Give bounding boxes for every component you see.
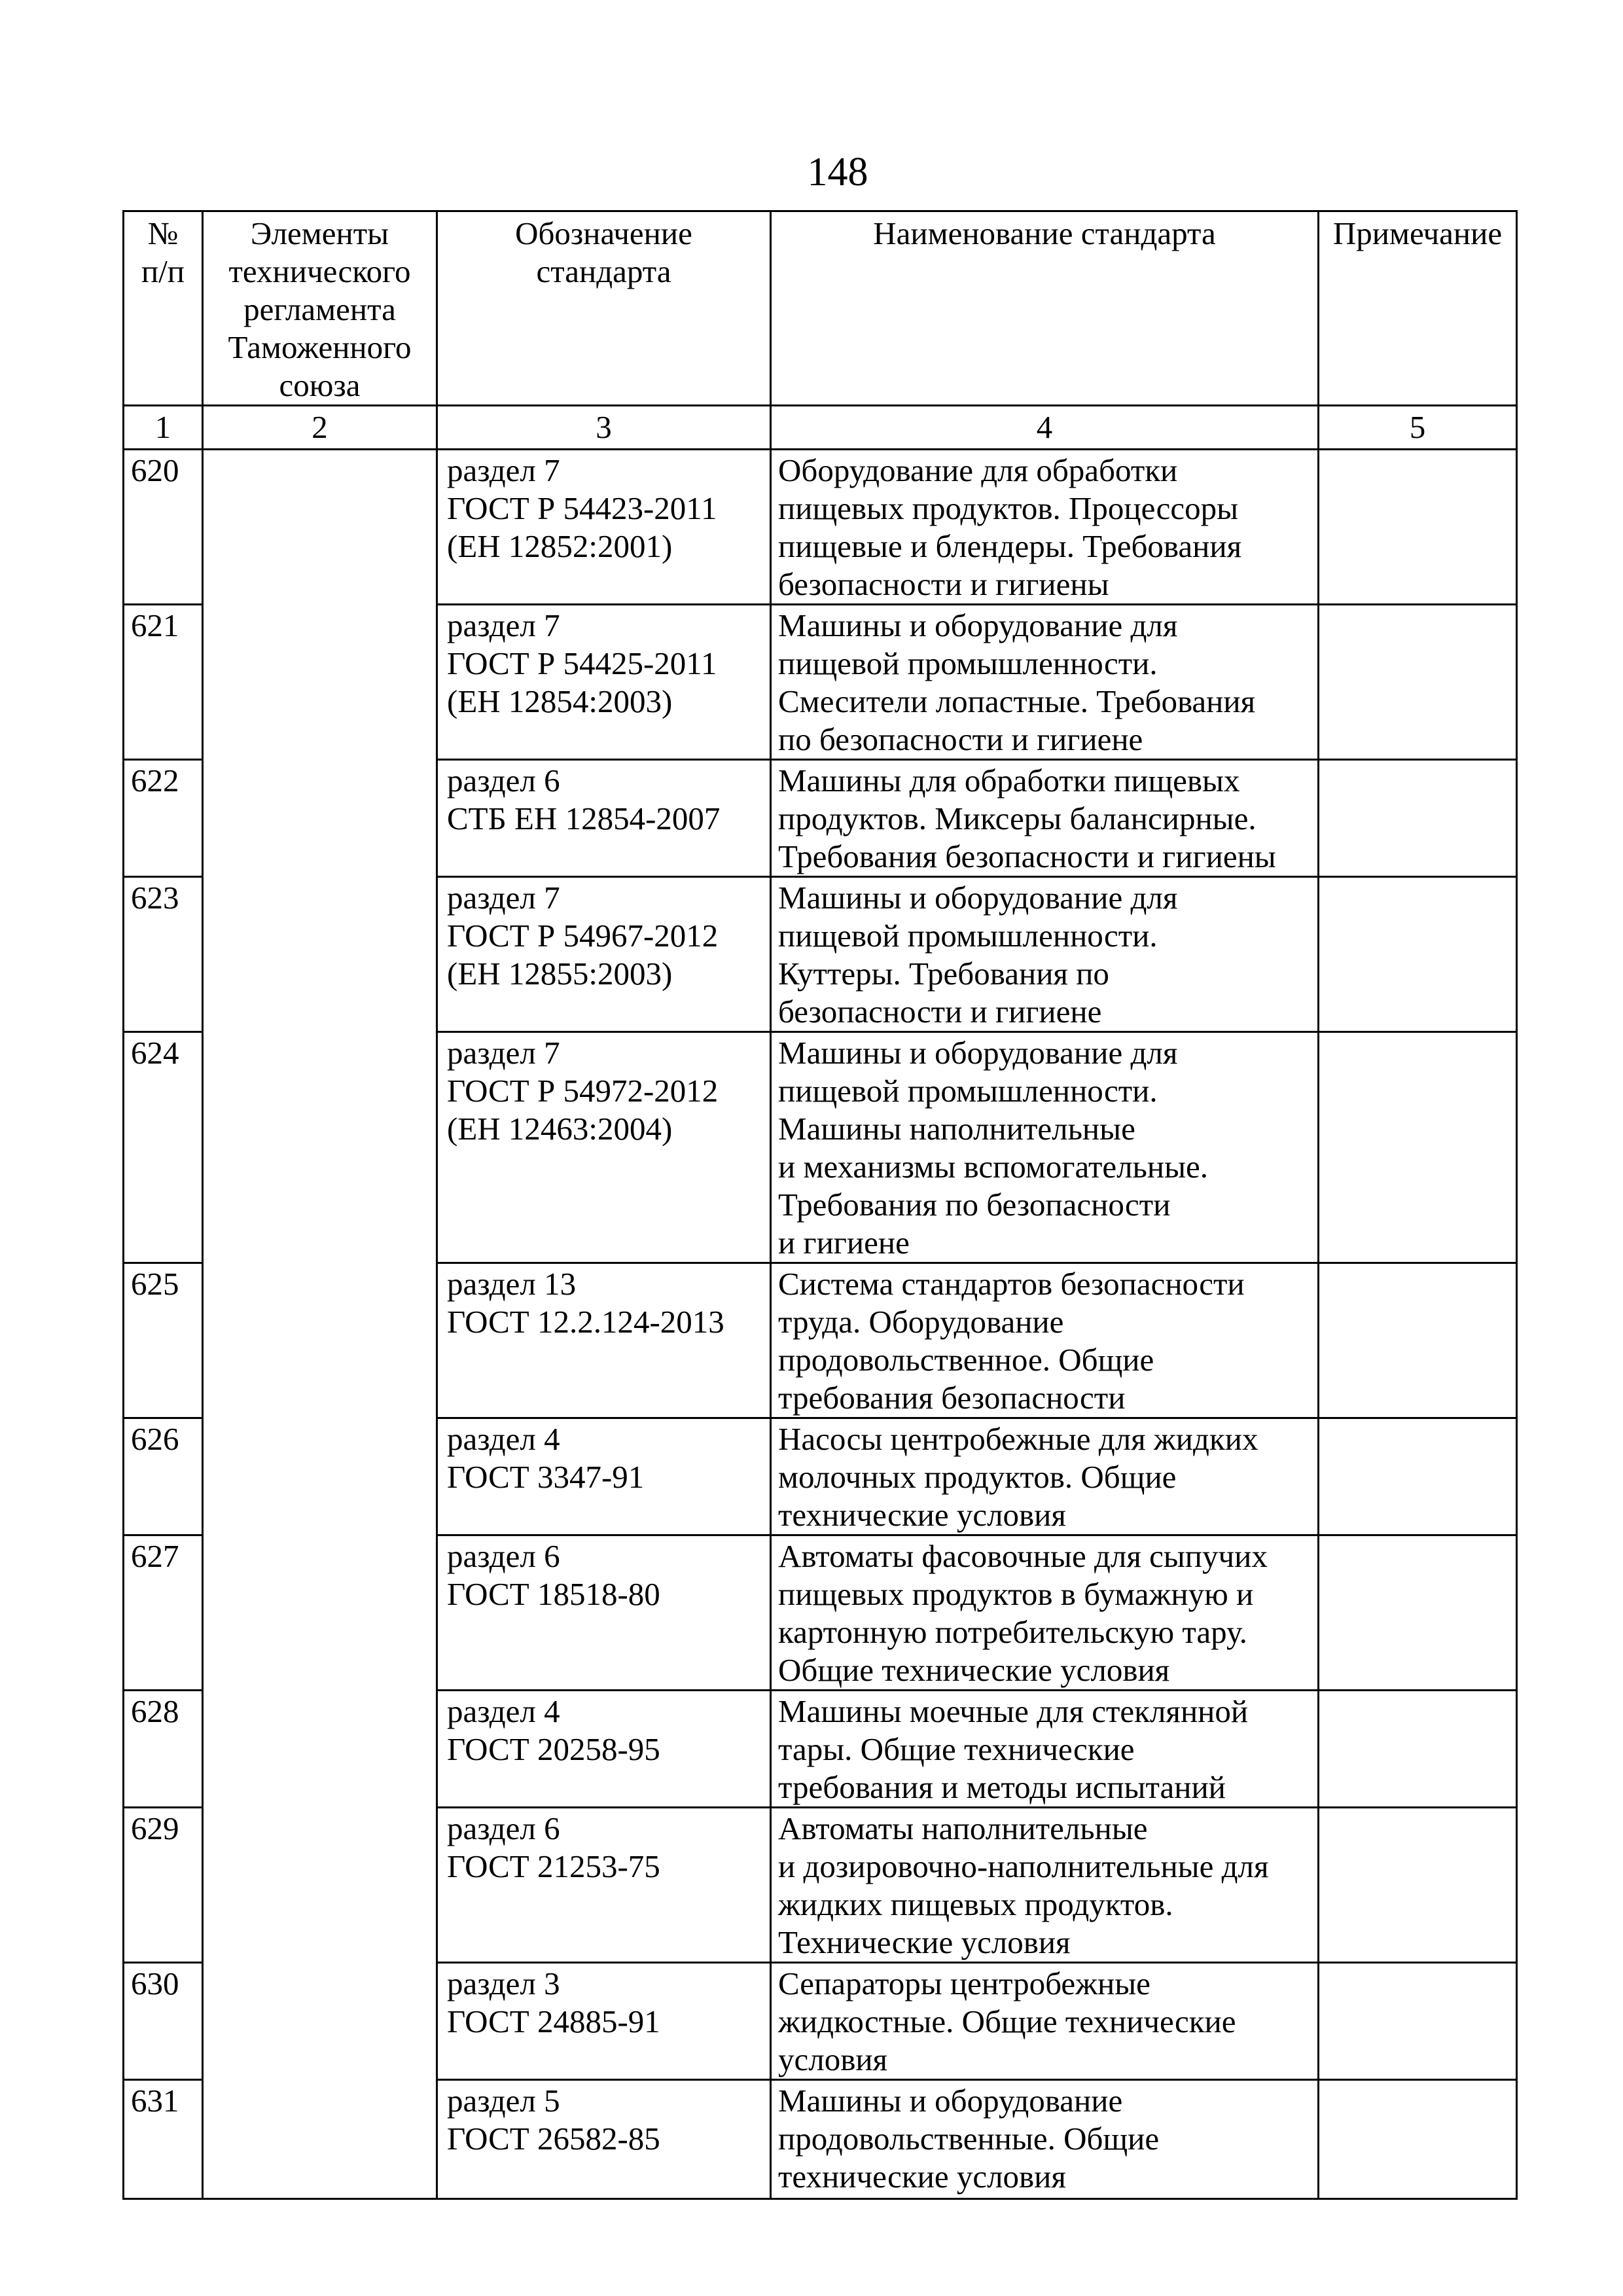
cell-line: регламента xyxy=(243,291,396,327)
cell-line: Система стандартов безопасности xyxy=(778,1266,1245,1302)
column-number: 2 xyxy=(203,406,437,450)
cell-line: ГОСТ 26582-85 xyxy=(447,2121,660,2157)
cell-line: Машины наполнительные xyxy=(778,1111,1135,1147)
cell-line: и дозировочно-наполнительные для xyxy=(778,1848,1269,1884)
cell-line: требования и методы испытаний xyxy=(778,1769,1226,1805)
cell-line: продовольственное. Общие xyxy=(778,1342,1154,1378)
standard-name-cell xyxy=(771,1963,1319,2080)
designation-cell xyxy=(437,760,771,877)
cell-line: безопасности и гигиене xyxy=(778,994,1102,1030)
cell-line: и гигиене xyxy=(778,1225,910,1261)
page-number: 148 xyxy=(807,150,868,194)
designation-cell xyxy=(437,2080,771,2199)
cell-line: требования безопасности xyxy=(778,1380,1126,1416)
column-numbers-row xyxy=(124,406,1517,450)
cell-line: условия xyxy=(778,2041,888,2077)
cell-line: ГОСТ 24885-91 xyxy=(447,2003,660,2039)
cell-line: Автоматы фасовочные для сыпучих xyxy=(778,1538,1268,1574)
cell-line: раздел 5 xyxy=(447,2083,560,2119)
cell-line: ГОСТ 18518-80 xyxy=(447,1576,660,1612)
cell-line: ГОСТ Р 54967-2012 xyxy=(447,918,719,954)
header-designation xyxy=(437,211,771,406)
cell-line: раздел 7 xyxy=(447,1035,560,1071)
cell-line: раздел 7 xyxy=(447,607,560,643)
standard-name-cell xyxy=(771,1535,1319,1691)
cell-line: раздел 6 xyxy=(447,762,560,798)
header-name xyxy=(771,211,1319,406)
note-cell xyxy=(1319,1418,1517,1535)
row-number: 628 xyxy=(124,1691,203,1808)
row-number: 629 xyxy=(124,1808,203,1963)
cell-line: ГОСТ 20258-95 xyxy=(447,1731,660,1767)
note-cell xyxy=(1319,1963,1517,2080)
header-note xyxy=(1319,211,1517,406)
cell-line: пищевой промышленности. xyxy=(778,918,1158,954)
note-cell xyxy=(1319,1691,1517,1808)
designation-cell xyxy=(437,1263,771,1418)
standard-name-cell xyxy=(771,1263,1319,1418)
cell-line: раздел 6 xyxy=(447,1538,560,1574)
cell-line: Автоматы наполнительные xyxy=(778,1810,1148,1846)
cell-line: Насосы центробежные для жидких xyxy=(778,1421,1258,1457)
cell-line: тары. Общие технические xyxy=(778,1731,1135,1767)
cell-line: Машины моечные для стеклянной xyxy=(778,1693,1249,1729)
cell-line: (ЕН 12852:2001) xyxy=(447,528,673,564)
cell-line: (ЕН 12854:2003) xyxy=(447,683,673,719)
note-cell xyxy=(1319,760,1517,877)
note-cell xyxy=(1319,1032,1517,1263)
cell-line: Технические условия xyxy=(778,1924,1071,1960)
cell-line: и механизмы вспомогательные. xyxy=(778,1149,1209,1185)
designation-cell xyxy=(437,1032,771,1263)
cell-line: (ЕН 12855:2003) xyxy=(447,956,673,992)
header-elements xyxy=(203,211,437,406)
cell-line: картонную потребительскую тару. xyxy=(778,1614,1247,1650)
cell-line: Машины и оборудование для xyxy=(778,880,1178,916)
note-cell xyxy=(1319,1535,1517,1691)
row-number: 621 xyxy=(124,605,203,760)
cell-line: раздел 6 xyxy=(447,1810,560,1846)
cell-line: Машины и оборудование для xyxy=(778,607,1178,643)
cell-line: ГОСТ 12.2.124-2013 xyxy=(447,1304,724,1340)
designation-cell xyxy=(437,1418,771,1535)
cell-line: продуктов. Миксеры балансирные. xyxy=(778,800,1257,836)
row-number: 623 xyxy=(124,877,203,1032)
column-number: 1 xyxy=(124,406,203,450)
row-number: 627 xyxy=(124,1535,203,1691)
cell-line: Машины для обработки пищевых xyxy=(778,762,1240,798)
designation-cell xyxy=(437,1691,771,1808)
cell-line: пищевых продуктов в бумажную и xyxy=(778,1576,1254,1612)
designation-cell xyxy=(437,1808,771,1963)
standard-name-cell xyxy=(771,605,1319,760)
cell-line: ГОСТ Р 54425-2011 xyxy=(447,645,717,681)
cell-line: раздел 13 xyxy=(447,1266,577,1302)
standards-table xyxy=(122,210,1518,2200)
standard-name-cell xyxy=(771,1808,1319,1963)
cell-line: по безопасности и гигиене xyxy=(778,721,1143,757)
cell-line: Требования по безопасности xyxy=(778,1187,1171,1223)
cell-line: раздел 3 xyxy=(447,1965,560,2001)
note-cell xyxy=(1319,605,1517,760)
cell-line: ГОСТ Р 54972-2012 xyxy=(447,1073,719,1109)
cell-line: ГОСТ 21253-75 xyxy=(447,1848,660,1884)
cell-line: п/п xyxy=(141,253,185,289)
cell-line: Смесители лопастные. Требования xyxy=(778,683,1256,719)
cell-line: Обозначение xyxy=(515,215,692,251)
standard-name-cell xyxy=(771,450,1319,605)
standard-name-cell xyxy=(771,1032,1319,1263)
cell-line: Машины и оборудование xyxy=(778,2083,1123,2119)
cell-line: № xyxy=(147,215,179,251)
cell-line: Куттеры. Требования по xyxy=(778,956,1109,992)
cell-line: молочных продуктов. Общие xyxy=(778,1459,1177,1495)
cell-line: Общие технические условия xyxy=(778,1652,1170,1688)
designation-cell xyxy=(437,605,771,760)
standard-name-cell xyxy=(771,760,1319,877)
cell-line: пищевых продуктов. Процессоры xyxy=(778,490,1239,526)
cell-line: СТБ ЕН 12854-2007 xyxy=(447,800,721,836)
cell-line: Таможенного xyxy=(228,329,412,365)
note-cell xyxy=(1319,1808,1517,1963)
cell-line: продовольственные. Общие xyxy=(778,2121,1160,2157)
designation-cell xyxy=(437,1963,771,2080)
cell-line: труда. Оборудование xyxy=(778,1304,1064,1340)
cell-line: технические условия xyxy=(778,2159,1066,2195)
cell-line: жидких пищевых продуктов. xyxy=(778,1886,1173,1922)
designation-cell xyxy=(437,450,771,605)
row-number: 630 xyxy=(124,1963,203,2080)
row-number: 625 xyxy=(124,1263,203,1418)
header-number xyxy=(124,211,203,406)
note-cell xyxy=(1319,2080,1517,2199)
cell-line: союза xyxy=(279,367,361,403)
column-number: 5 xyxy=(1319,406,1517,450)
cell-line: раздел 7 xyxy=(447,452,560,488)
row-number: 626 xyxy=(124,1418,203,1535)
standard-name-cell xyxy=(771,877,1319,1032)
designation-cell xyxy=(437,1535,771,1691)
cell-line: пищевой промышленности. xyxy=(778,1073,1158,1109)
note-cell xyxy=(1319,877,1517,1032)
cell-line: раздел 4 xyxy=(447,1421,560,1457)
note-cell xyxy=(1319,450,1517,605)
column-number: 3 xyxy=(437,406,771,450)
cell-line: стандарта xyxy=(536,253,671,289)
standard-name-cell xyxy=(771,2080,1319,2199)
row-number: 622 xyxy=(124,760,203,877)
cell-line: Требования безопасности и гигиены xyxy=(778,838,1276,874)
cell-line: безопасности и гигиены xyxy=(778,566,1109,602)
cell-line: технического xyxy=(228,253,411,289)
standard-name-cell xyxy=(771,1691,1319,1808)
note-cell xyxy=(1319,1263,1517,1418)
standard-name-cell xyxy=(771,1418,1319,1535)
table-row xyxy=(124,450,1517,605)
cell-line: Сепараторы центробежные xyxy=(778,1965,1150,2001)
row-number: 620 xyxy=(124,450,203,605)
cell-line: Элементы xyxy=(250,215,389,251)
column-number: 4 xyxy=(771,406,1319,450)
elements-cell-merged xyxy=(203,450,437,2199)
row-number: 624 xyxy=(124,1032,203,1263)
cell-line: (ЕН 12463:2004) xyxy=(447,1111,673,1147)
header-row xyxy=(124,211,1517,406)
cell-line: Примечание xyxy=(1332,215,1503,251)
cell-line: ГОСТ 3347-91 xyxy=(447,1459,645,1495)
cell-line: раздел 7 xyxy=(447,880,560,916)
cell-line: технические условия xyxy=(778,1497,1066,1533)
designation-cell xyxy=(437,877,771,1032)
cell-line: Наименование стандарта xyxy=(873,215,1216,251)
row-number: 631 xyxy=(124,2080,203,2199)
cell-line: пищевые и блендеры. Требования xyxy=(778,528,1242,564)
cell-line: раздел 4 xyxy=(447,1693,560,1729)
cell-line: ГОСТ Р 54423-2011 xyxy=(447,490,717,526)
cell-line: жидкостные. Общие технические xyxy=(778,2003,1236,2039)
cell-line: пищевой промышленности. xyxy=(778,645,1158,681)
cell-line: Машины и оборудование для xyxy=(778,1035,1178,1071)
cell-line: Оборудование для обработки xyxy=(778,452,1178,488)
